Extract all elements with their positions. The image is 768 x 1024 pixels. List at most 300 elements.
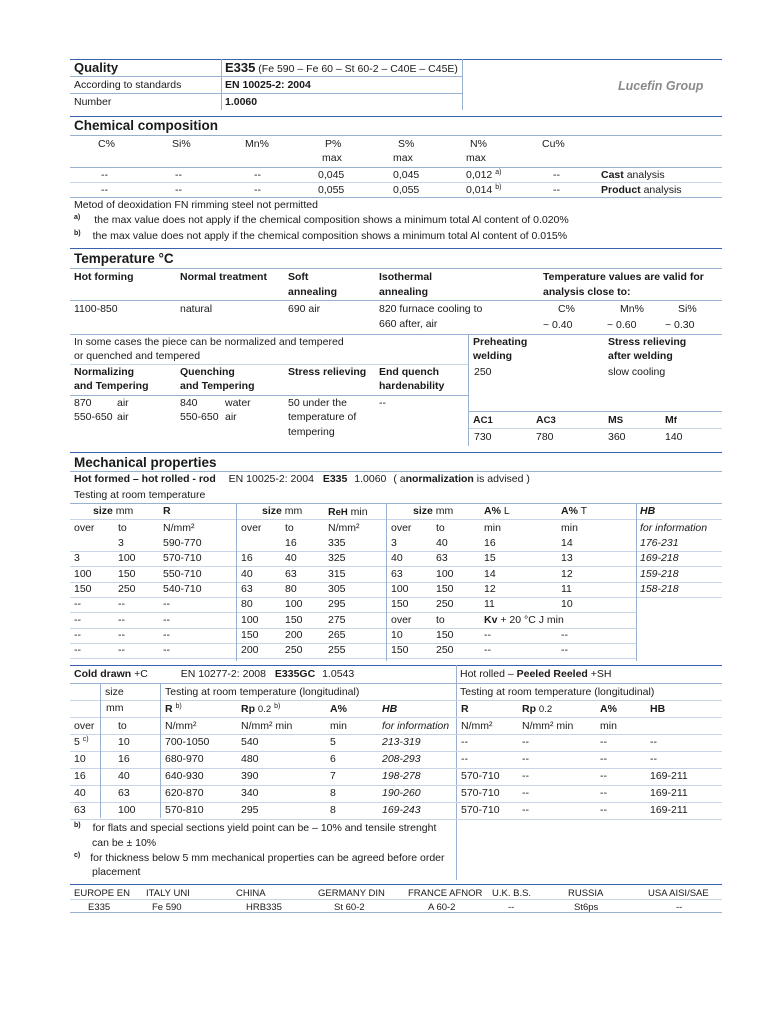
mf-value: 140 xyxy=(665,431,683,443)
mech-reh-over: 63 xyxy=(241,583,253,595)
mech-a-to: 150 xyxy=(436,583,454,595)
equiv-header-5: U.K. B.S. xyxy=(492,888,532,899)
cold-rp-header: Rp 0.2 $^{b)}$ xyxy=(241,703,281,715)
chem-product-label: Product analysis xyxy=(601,184,682,196)
cold-row-r: 680-970 xyxy=(165,753,204,765)
mech-a-l-value: 16 xyxy=(484,537,496,549)
mech-row-rule xyxy=(70,612,636,613)
equiv-header-1: ITALY UNI xyxy=(146,888,190,899)
mech-r-to: -- xyxy=(118,614,125,626)
number-value: 1.0060 xyxy=(225,96,258,108)
norm-r2-medium: air xyxy=(117,411,129,423)
cold-row-rule xyxy=(70,768,722,769)
chem-note-b: $^{b)}$ the max value does not apply if the chemical composition shows a minimum total Al content of 0.015% xyxy=(74,230,568,242)
mech-reh-over: 150 xyxy=(241,629,259,641)
mech-r-over: 100 xyxy=(74,568,92,580)
hot-forming-header: Hot forming xyxy=(74,271,134,283)
quench-r1-temp: 840 xyxy=(180,397,198,409)
mech-r-to: 250 xyxy=(118,583,136,595)
r-unit: N/mm² xyxy=(163,522,195,534)
brand-logo-text: Lucefin Group xyxy=(618,79,704,93)
chem-note-a: $^{a)}$ the max value does not apply if the chemical composition shows a minimum total Al content of 0.020% xyxy=(74,214,569,226)
peeled-r-unit: N/mm² xyxy=(461,720,493,732)
chem-product-si: -- xyxy=(175,184,182,196)
mech-hb-value: 159-218 xyxy=(640,568,679,580)
a-t-unit: min xyxy=(561,522,578,534)
chem-title-rule xyxy=(70,135,722,136)
peeled-r-header: R xyxy=(461,703,469,715)
peeled-row-a: -- xyxy=(600,804,607,816)
mech-reh-to: 250 xyxy=(285,644,303,656)
mech-r-value: -- xyxy=(163,614,170,626)
mech-reh-value: 305 xyxy=(328,583,346,595)
over-to-label-2: over xyxy=(241,522,262,534)
mech-row-rule xyxy=(70,566,722,567)
ac1-value: 730 xyxy=(474,431,492,443)
cold-row-to: 10 xyxy=(118,736,130,748)
mech-a-to: 150 xyxy=(436,629,454,641)
peeled-testing-header: Testing at room temperature (longitudinal) xyxy=(460,686,655,698)
ac3-label: AC3 xyxy=(536,414,556,426)
stress-value-1: 50 under the xyxy=(288,397,347,409)
chem-row-rule xyxy=(70,182,722,183)
peeled-row-r: 570-710 xyxy=(461,787,500,799)
quench-r2-temp: 550-650 xyxy=(180,411,219,423)
mech-reh-to: 150 xyxy=(285,614,303,626)
analysis-si-value: ~ 0.30 xyxy=(665,319,695,331)
cold-row-a: 5 xyxy=(330,736,336,748)
mech-a-t-value: 14 xyxy=(561,537,573,549)
stress-weld-header-2: after welding xyxy=(608,350,673,362)
mech-reh-over: 100 xyxy=(241,614,259,626)
cold-row-to: 100 xyxy=(118,804,136,816)
mech-r-value: 540-710 xyxy=(163,583,202,595)
cold-r-header: R $^{b)}$ xyxy=(165,703,182,715)
mech-r-value: 550-710 xyxy=(163,568,202,580)
valid-header-1: Temperature values are valid for xyxy=(543,271,704,283)
mech-a-over: 100 xyxy=(391,583,409,595)
cold-hb-header: HB xyxy=(382,703,398,715)
mech-r-to: 3 xyxy=(118,537,124,549)
mech-a-to: 250 xyxy=(436,598,454,610)
mech-reh-over: 40 xyxy=(241,568,253,580)
quench-r2-medium: air xyxy=(225,411,237,423)
size-header-2: size mm xyxy=(262,505,303,517)
equiv-header-6: RUSSIA xyxy=(568,888,604,899)
chem-col-si: Si% xyxy=(172,138,191,150)
mech-a-over: 150 xyxy=(391,598,409,610)
mech-reh-value: 265 xyxy=(328,629,346,641)
stress-value-3: tempering xyxy=(288,426,335,438)
over-to-label-5: to xyxy=(436,522,445,534)
stress-weld-value: slow cooling xyxy=(608,366,666,378)
over-to-label-0: over xyxy=(74,522,95,534)
mech-reh-value: 275 xyxy=(328,614,346,626)
cold-row-over: 63 xyxy=(74,804,86,816)
mech-divider-1 xyxy=(236,503,237,661)
peeled-row-r: -- xyxy=(461,753,468,765)
mech-reh-value: 325 xyxy=(328,552,346,564)
mech-row-rule xyxy=(70,643,636,644)
deoxidation-note: Metod of deoxidation FN rimming steel not permitted xyxy=(74,199,318,211)
standards-label: According to standards xyxy=(74,79,182,91)
chem-col-s: S% xyxy=(398,138,415,150)
chem-max-s: max xyxy=(393,152,413,164)
cold-head-rule-3 xyxy=(70,734,722,735)
norm-r2-temp: 550-650 xyxy=(74,411,113,423)
mech-reh-value: 255 xyxy=(328,644,346,656)
mech-a-over: 10 xyxy=(391,629,403,641)
cold-row-r: 570-810 xyxy=(165,804,204,816)
chem-cast-s: 0,045 xyxy=(393,169,420,181)
cold-row-rule xyxy=(70,751,722,752)
mech-a-over: 40 xyxy=(391,552,403,564)
cold-row-r: 640-930 xyxy=(165,770,204,782)
equiv-header-7: USA AISI/SAE xyxy=(648,888,709,899)
cold-row-r: 700-1050 xyxy=(165,736,210,748)
header-rule-1 xyxy=(70,76,462,77)
mech-a-t-value: -- xyxy=(561,629,568,641)
header-divider-right xyxy=(462,59,463,110)
normalize-note-1: In some cases the piece can be normalized and tempered xyxy=(74,336,344,348)
temp-rule-4 xyxy=(70,395,468,396)
peeled-row-r: 570-710 xyxy=(461,804,500,816)
mech-r-over: -- xyxy=(74,644,81,656)
valid-header-2: analysis close to: xyxy=(543,286,631,298)
cold-row-hb: 198-278 xyxy=(382,770,421,782)
cold-rp-unit: N/mm² min xyxy=(241,720,293,732)
cold-peeled-divider xyxy=(456,665,457,880)
ms-label: MS xyxy=(608,414,624,426)
cold-row-hb: 213-319 xyxy=(382,736,421,748)
peeled-row-rp: -- xyxy=(522,736,529,748)
cold-r-unit: N/mm² xyxy=(165,720,197,732)
chem-col-mn: Mn% xyxy=(245,138,269,150)
analysis-mn-value: ~ 0.60 xyxy=(607,319,637,331)
mech-reh-to: 16 xyxy=(285,537,297,549)
mech-r-value: 590-770 xyxy=(163,537,202,549)
mech-a-l-value: 14 xyxy=(484,568,496,580)
equiv-mid-rule xyxy=(70,899,722,900)
mech-reh-to: 100 xyxy=(285,598,303,610)
quality-equivalents: (Fe 590 – Fe 60 – St 60-2 – C40E – C45E) xyxy=(258,63,458,75)
mech-r-value: -- xyxy=(163,629,170,641)
isothermal-value-2: 660 after, air xyxy=(379,318,438,330)
quenching-header-2: and Tempering xyxy=(180,380,255,392)
cold-row-to: 40 xyxy=(118,770,130,782)
cold-row-over: 10 xyxy=(74,753,86,765)
normalizing-header-2: and Tempering xyxy=(74,380,149,392)
chem-head-rule xyxy=(70,167,722,168)
mech-a-over: 63 xyxy=(391,568,403,580)
temp-title-rule xyxy=(70,268,722,269)
mech-a-over: 150 xyxy=(391,644,409,656)
header-top-rule xyxy=(70,59,722,60)
cold-row-r: 620-870 xyxy=(165,787,204,799)
mech-a-l-value: -- xyxy=(484,629,491,641)
cold-row-to: 16 xyxy=(118,753,130,765)
soft-annealing-value: 690 air xyxy=(288,303,321,315)
over-to-label-1: to xyxy=(118,522,127,534)
cold-hb-unit: for information xyxy=(382,720,450,732)
analysis-mn-header: Mn% xyxy=(620,303,644,315)
quality-label: Quality xyxy=(74,60,119,75)
over-to-label-4: over xyxy=(391,522,412,534)
equiv-value-2: HRB335 xyxy=(246,902,282,913)
chem-top-rule xyxy=(70,116,722,117)
peeled-row-r: 570-710 xyxy=(461,770,500,782)
stress-relieving-header: Stress relieving xyxy=(288,366,367,378)
temp-head-rule xyxy=(70,300,722,301)
mech-hb-value: 158-218 xyxy=(640,583,679,595)
equiv-header-3: GERMANY DIN xyxy=(318,888,385,899)
cold-row-rule xyxy=(70,785,722,786)
mech-a-to: 100 xyxy=(436,568,454,580)
mech-r-over: 3 xyxy=(74,552,80,564)
mech-reh-over: 80 xyxy=(241,598,253,610)
chem-cast-n: 0,012 $^{a)}$ xyxy=(466,169,502,181)
equiv-value-3: St 60-2 xyxy=(334,902,365,913)
cold-row-rp: 390 xyxy=(241,770,259,782)
mech-r-to: -- xyxy=(118,598,125,610)
chem-product-n: 0,014 $^{b)}$ xyxy=(466,184,502,196)
mech-a-to: to xyxy=(436,614,445,626)
normal-treatment-header: Normal treatment xyxy=(180,271,267,283)
mf-label: Mf xyxy=(665,414,677,426)
chem-cast-p: 0,045 xyxy=(318,169,345,181)
preheating-header-1: Preheating xyxy=(473,336,528,348)
mech-r-to: -- xyxy=(118,644,125,656)
mech-top-rule xyxy=(70,452,722,453)
hb-unit: for information xyxy=(640,522,708,534)
mech-a-l-value: -- xyxy=(484,644,491,656)
cold-row-a: 7 xyxy=(330,770,336,782)
cold-mm: mm xyxy=(106,702,124,714)
quality-grade: E335 xyxy=(225,60,256,75)
peeled-row-hb: -- xyxy=(650,753,657,765)
mech-divider-2 xyxy=(386,503,387,661)
mech-reh-to: 80 xyxy=(285,583,297,595)
cold-drawn-title: Cold drawn +C EN 10277-2: 2008 E335GC 1.0543 xyxy=(74,668,355,680)
mech-hb-value: 169-218 xyxy=(640,552,679,564)
cold-row-hb: 208-293 xyxy=(382,753,421,765)
chem-cast-si: -- xyxy=(175,169,182,181)
quenching-header-1: Quenching xyxy=(180,366,235,378)
chem-table-bottom xyxy=(70,197,722,198)
chem-product-s: 0,055 xyxy=(393,184,420,196)
equiv-value-0: E335 xyxy=(88,902,111,913)
cold-row-rule xyxy=(70,819,722,820)
chem-cast-c: -- xyxy=(101,169,108,181)
peeled-hb-header: HB xyxy=(650,703,666,715)
mech-a-t-value: -- xyxy=(561,644,568,656)
mech-a-to: 250 xyxy=(436,644,454,656)
transform-top-rule xyxy=(468,411,722,412)
isothermal-header-2: annealing xyxy=(379,286,429,298)
cold-row-over: 16 xyxy=(74,770,86,782)
mech-reh-over: 200 xyxy=(241,644,259,656)
cold-row-rp: 480 xyxy=(241,753,259,765)
cold-row-a: 6 xyxy=(330,753,336,765)
end-quench-header-1: End quench xyxy=(379,366,440,378)
soft-annealing-header-2: annealing xyxy=(288,286,338,298)
mech-r-value: -- xyxy=(163,644,170,656)
stress-weld-header-1: Stress relieving xyxy=(608,336,687,348)
equiv-top-rule xyxy=(70,884,722,885)
equiv-value-4: A 60-2 xyxy=(428,902,456,913)
mech-reh-value: 295 xyxy=(328,598,346,610)
end-quench-header-2: hardenability xyxy=(379,380,445,392)
cold-row-a: 8 xyxy=(330,787,336,799)
a-l-header: A% L xyxy=(484,505,510,517)
number-label: Number xyxy=(74,96,112,108)
cold-title-rule xyxy=(70,683,722,684)
cold-row-hb: 190-260 xyxy=(382,787,421,799)
chem-col-cu: Cu% xyxy=(542,138,565,150)
a-l-unit: min xyxy=(484,522,501,534)
ac1-label: AC1 xyxy=(473,414,493,426)
cold-note-c-2: placement xyxy=(92,866,141,878)
peeled-row-hb: 169-211 xyxy=(650,787,688,799)
size-header-1: size mm xyxy=(93,505,134,517)
analysis-si-header: Si% xyxy=(678,303,697,315)
transform-mid-rule xyxy=(468,428,722,429)
mech-a-l-value: 12 xyxy=(484,583,496,595)
cold-row-rp: 295 xyxy=(241,804,259,816)
mech-row-rule xyxy=(70,658,636,659)
header-divider xyxy=(221,59,222,110)
equiv-header-2: CHINA xyxy=(236,888,266,899)
peeled-rp-header: Rp 0.2 xyxy=(522,703,553,715)
equiv-header-4: FRANCE AFNOR xyxy=(408,888,483,899)
peeled-row-a: -- xyxy=(600,736,607,748)
chemical-title: Chemical composition xyxy=(74,118,219,133)
mech-r-to: 100 xyxy=(118,552,136,564)
mech-a-to: 63 xyxy=(436,552,448,564)
mech-a-t-value: 11 xyxy=(561,583,572,595)
peeled-a-header: A% xyxy=(600,703,617,715)
r-header: R xyxy=(163,505,171,517)
isothermal-value-1: 820 furnace cooling to xyxy=(379,303,483,315)
normal-treatment-value: natural xyxy=(180,303,213,315)
mech-r-to: -- xyxy=(118,629,125,641)
cold-note-c: $^{c)}$ for thickness below 5 mm mechanical properties can be agreed before order xyxy=(74,852,445,864)
mech-reh-to: 200 xyxy=(285,629,303,641)
cold-row-to: 63 xyxy=(118,787,130,799)
mech-reh-value: 315 xyxy=(328,568,346,580)
ac3-value: 780 xyxy=(536,431,554,443)
cold-head-rule-2 xyxy=(70,717,722,718)
temp-top-rule xyxy=(70,248,722,249)
mech-reh-over: 16 xyxy=(241,552,253,564)
cold-head-rule-1 xyxy=(70,700,722,701)
mech-r-over: -- xyxy=(74,598,81,610)
stress-value-2: temperature of xyxy=(288,411,357,423)
mech-a-t-value: 12 xyxy=(561,568,573,580)
isothermal-header-1: Isothermal xyxy=(379,271,433,283)
peeled-row-r: -- xyxy=(461,736,468,748)
reh-header: ReH min xyxy=(328,506,368,518)
mech-a-t-value: 10 xyxy=(561,598,573,610)
mech-r-over: -- xyxy=(74,614,81,626)
cold-size-header: size xyxy=(105,686,124,698)
norm-r1-temp: 870 xyxy=(74,397,92,409)
ms-value: 360 xyxy=(608,431,626,443)
preheating-value: 250 xyxy=(474,366,492,378)
cold-row-rule xyxy=(70,802,722,803)
mech-a-l-value: 15 xyxy=(484,552,496,564)
kv-label: Kv + 20 °C J min xyxy=(484,614,564,626)
chem-max-n: max xyxy=(466,152,486,164)
peeled-row-hb: 169-211 xyxy=(650,770,688,782)
temp-rule-2 xyxy=(70,334,722,335)
cold-testing-header: Testing at room temperature (longitudinal) xyxy=(165,686,360,698)
mech-a-l-value: 11 xyxy=(484,598,495,610)
quench-r1-medium: water xyxy=(225,397,251,409)
cold-row-over: 5 $^{c)}$ xyxy=(74,736,89,748)
cold-to: to xyxy=(118,720,127,732)
preheating-header-2: welding xyxy=(473,350,513,362)
temp-rule-3 xyxy=(70,364,468,365)
mech-title-rule xyxy=(70,471,722,472)
cold-top-rule xyxy=(70,665,722,666)
size-header-3: size mm xyxy=(413,505,454,517)
temperature-title: Temperature °C xyxy=(74,251,174,266)
equiv-value-5: -- xyxy=(508,902,515,913)
mech-head-rule-mid xyxy=(70,519,722,520)
analysis-c-value: ~ 0.40 xyxy=(543,319,573,331)
cold-row-a: 8 xyxy=(330,804,336,816)
mech-head-rule-top xyxy=(70,503,722,504)
mech-a-to: 40 xyxy=(436,537,448,549)
chem-col-n: N% xyxy=(470,138,487,150)
mech-r-over: 150 xyxy=(74,583,92,595)
cold-a-unit: min xyxy=(330,720,347,732)
mech-r-to: 150 xyxy=(118,568,136,580)
equiv-value-7: -- xyxy=(676,902,683,913)
end-quench-value: -- xyxy=(379,397,386,409)
soft-annealing-header-1: Soft xyxy=(288,271,309,283)
mech-hb-value: 176-231 xyxy=(640,537,679,549)
cold-divider-r xyxy=(160,684,161,818)
header-rule-2 xyxy=(70,93,462,94)
cold-a-header: A% xyxy=(330,703,347,715)
quality-value xyxy=(225,61,458,76)
mech-reh-to: 63 xyxy=(285,568,297,580)
cold-row-rp: 340 xyxy=(241,787,259,799)
mech-r-over: -- xyxy=(74,629,81,641)
peeled-rp-unit: N/mm² min xyxy=(522,720,574,732)
mech-a-t-value: 13 xyxy=(561,552,573,564)
chem-col-p: P% xyxy=(325,138,342,150)
cold-note-b-2: can be ± 10% xyxy=(92,837,157,849)
cold-row-hb: 169-243 xyxy=(382,804,421,816)
testing-room-temp: Testing at room temperature xyxy=(74,489,206,501)
chem-product-cu: -- xyxy=(553,184,560,196)
chem-cast-mn: -- xyxy=(254,169,261,181)
peeled-title: Hot rolled – Peeled Reeled +SH xyxy=(460,668,612,680)
normalize-note-2: or quenched and tempered xyxy=(74,350,201,362)
temp-divider xyxy=(468,334,469,446)
reh-unit: N/mm² xyxy=(328,522,360,534)
a-t-header: A% T xyxy=(561,505,588,517)
chem-cast-label: Cast analysis xyxy=(601,169,665,181)
peeled-row-hb: 169-211 xyxy=(650,804,688,816)
over-to-label-3: to xyxy=(285,522,294,534)
peeled-a-unit: min xyxy=(600,720,617,732)
chem-max-p: max xyxy=(322,152,342,164)
chem-product-mn: -- xyxy=(254,184,261,196)
